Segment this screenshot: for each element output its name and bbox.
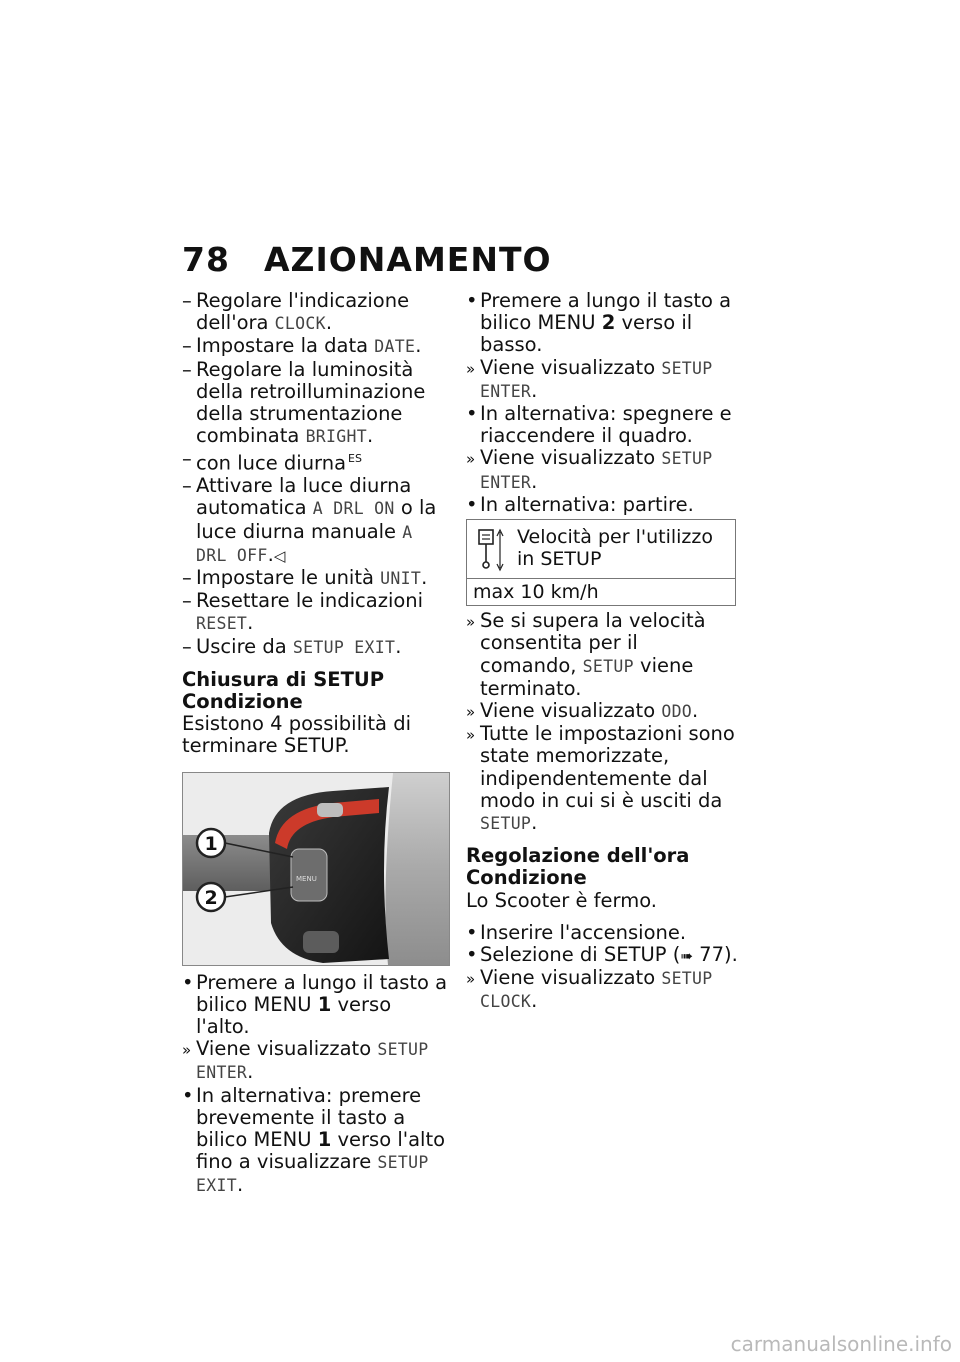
result-item: » Viene visualizzato SETUP ENTER.	[466, 355, 713, 402]
end-of-section-icon: ◁	[273, 546, 286, 565]
subheading: Condizione	[466, 866, 587, 890]
paragraph: Lo Scooter è fermo.	[466, 888, 657, 912]
result-item: » Se si supera la velocità consentita per il comando, SETUP viene terminato.	[466, 609, 706, 700]
speed-limit-table	[466, 519, 736, 606]
svg-text:2: 2	[204, 886, 218, 909]
right-column	[466, 290, 738, 1014]
list-item: – Attivare la luce diurna automatica A DRL ON o la luce diurna manuale A DRL OFF.◁	[182, 474, 437, 566]
result-item: » Viene visualizzato SETUP ENTER.	[466, 446, 713, 493]
bullet-item: • Selezione di SETUP (➠ 77).	[466, 943, 738, 967]
piston-icon	[473, 526, 507, 574]
list-item: – Impostare le unità UNIT.	[182, 565, 428, 589]
list-item: – Regolare l'indicazione dell'ora CLOCK.	[182, 289, 410, 335]
bullet-item: • In alternativa: partire.	[466, 492, 694, 516]
list-item: – Impostare la data DATE.	[182, 334, 422, 358]
bullet-item: • Premere a lungo il tasto a bilico MENU 1 verso l'alto.	[182, 970, 448, 1038]
svg-text:1: 1	[204, 832, 218, 855]
bullet-item: • Inserire l'accensione.	[466, 920, 687, 944]
page-title: AZIONAMENTO	[264, 240, 552, 279]
list-item: – Resettare le indicazioni RESET.	[182, 589, 424, 635]
list-item: – con luce diurna $^{ES}$	[182, 447, 362, 475]
list-item: – Regolare la luminosità della retroilluminazione della strumentazione combinata BRIGHT.	[182, 357, 426, 448]
result-item: » Viene visualizzato SETUP ENTER.	[182, 1037, 429, 1084]
menu-key-label: MENU	[296, 874, 317, 883]
result-item: » Viene visualizzato ODO.	[466, 699, 699, 723]
option-badge: ES	[348, 452, 362, 466]
left-column	[182, 290, 450, 1198]
watermark: carmanualsonline.info	[730, 1332, 952, 1356]
table-value: max 10 km/h	[467, 579, 736, 606]
bullet-item: • Premere a lungo il tasto a bilico MENU 2 verso il basso.	[466, 289, 732, 357]
bullet-item: • In alternativa: spegnere e riaccendere il quadro.	[466, 402, 732, 448]
list-item: – Uscire da SETUP EXIT.	[182, 634, 402, 658]
page-reference-arrow-icon: ➠	[680, 947, 693, 966]
result-item: » Viene visualizzato SETUP CLOCK.	[466, 966, 713, 1013]
table-header: Velocità per l'utilizzo in SETUP	[517, 526, 713, 571]
paragraph: Esistono 4 possibilità di terminare SETUP.	[182, 712, 411, 758]
subheading: Condizione	[182, 689, 303, 713]
page-number: 78	[182, 240, 230, 279]
page-header	[182, 240, 552, 279]
bullet-item: • In alternativa: premere brevemente il tasto a bilico MENU 1 verso l'alto fino a visualizzare SETUP EXIT.	[182, 1083, 446, 1197]
handlebar-illustration	[183, 773, 449, 965]
result-item: » Tutte le impostazioni sono state memorizzate, indipendentemente dal modo in cui si è usciti da SETUP.	[466, 722, 735, 835]
section-heading: Chiusura di SETUP	[182, 667, 385, 691]
section-heading: Regolazione dell'ora	[466, 844, 690, 868]
handlebar-switch-figure	[182, 772, 450, 966]
